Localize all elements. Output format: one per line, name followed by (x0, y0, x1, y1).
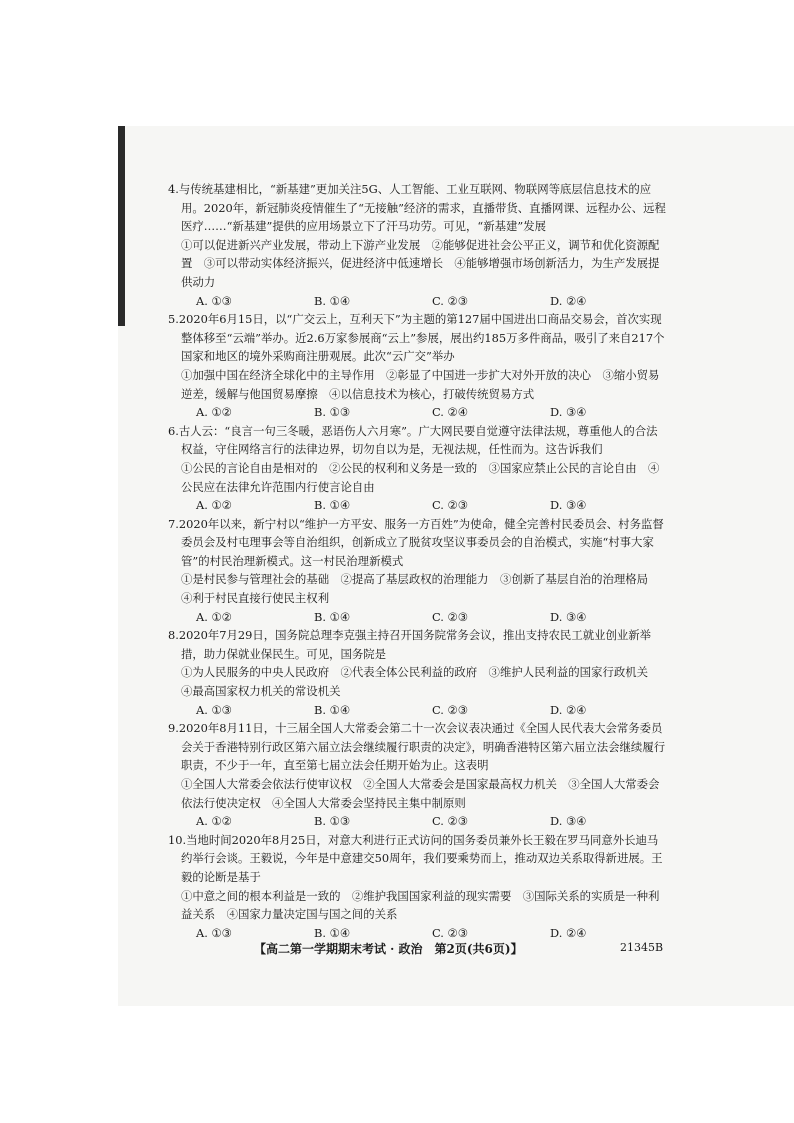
choice-b: B. ①④ (314, 925, 351, 940)
question-stem: 6.古人云：“良言一句三冬暖，恶语伤人六月寒”。广大网民要自觉遵守法律法规，尊重他人的合法权益，守住网络言行的法律边界，切勿自以为是，无视法规，任性而为。这告诉我们 (168, 423, 658, 457)
choice-a: A. ①② (196, 814, 232, 829)
choice-a: A. ①② (196, 609, 232, 624)
question-stem: 10.当地时间2020年8月25日，对意大利进行正式访问的国务委员兼外长王毅在罗马同意外长迪马约举行会谈。王毅说，今年是中意建交50周年，我们要乘势而上，推动双边关系取得新进展。王毅的论断是基于 (168, 832, 663, 884)
question-stem: 7.2020年以来，新宁村以“维护一方平安、服务一方百姓”为使命，健全完善村民委员会、村务监督委员会及村屯理事会等自治组织，创新成立了脱贫攻坚议事委员会的自治模式，实施“村事大家管”的村民治理新模式。这一村民治理新模式 (168, 516, 664, 568)
answer-choices (168, 403, 668, 422)
choice-b: B. ①④ (314, 702, 351, 717)
answer-choices (168, 812, 668, 831)
choice-c: C. ②③ (432, 498, 468, 513)
choice-c: C. ②③ (432, 293, 468, 308)
choice-b: B. ①④ (314, 609, 351, 624)
choice-c: C. ②③ (432, 609, 468, 624)
question-list (168, 180, 668, 942)
choice-b: B. ①③ (314, 405, 351, 420)
choice-c: C. ②④ (432, 405, 468, 420)
question-statements: ①是村民参与管理社会的基础 ②提高了基层政权的治理能力 ③创新了基层自治的治理格局 ④利于村民直接行使民主权利 (181, 572, 660, 606)
question-stem: 8.2020年7月29日，国务院总理李克强主持召开国务院常务会议，推出支持农民工就业创业新举措，助力保就业保民生。可见，国务院是 (168, 628, 652, 661)
question-stem: 9.2020年8月11日，十三届全国人大常委会第二十一次会议表决通过《全国人民代表大会常务委员会关于香港特别行政区第六届立法会继续履行职责的决定》，明确香港特区第六届立法会继续履行职责，不少于一年，直至第七届立法会任期开始为止。这表明 (168, 721, 666, 773)
choice-b: B. ①④ (314, 498, 351, 513)
answer-choices (168, 496, 668, 515)
choice-b: B. ①③ (314, 814, 351, 829)
choice-c: C. ②③ (432, 702, 468, 717)
question-6 (168, 422, 668, 515)
question-5 (168, 310, 668, 422)
choice-d: D. ②④ (550, 293, 587, 308)
choice-a: A. ①③ (196, 702, 232, 717)
question-statements: ①为人民服务的中央人民政府 ②代表全体公民利益的政府 ③维护人民利益的国家行政机关 ④最高国家权力机关的常设机关 (181, 665, 660, 699)
choice-d: D. ③④ (550, 405, 587, 420)
choice-d: D. ③④ (550, 498, 587, 513)
question-statements: ①可以促进新兴产业发展，带动上下游产业发展 ②能够促进社会公平正义，调节和优化资源配置 ③可以带动实体经济振兴，促进经济中低速增长 ④能够增强市场创新活力，为生产发展提供动力 (181, 237, 660, 289)
choice-d: D. ②④ (550, 702, 587, 717)
question-8 (168, 626, 668, 719)
choice-c: C. ②③ (432, 925, 468, 940)
question-stem: 4.与传统基建相比，“新基建”更加关注5G、人工智能、工业互联网、物联网等底层信息技术的应用。2020年，新冠肺炎疫情催生了“无接触”经济的需求，直播带货、直播网课、远程办公、远程医疗……“新基建”提供的应用场景立下了汗马功劳。可见，“新基建”发展 (168, 182, 666, 234)
exam-code: 21345B (620, 941, 664, 954)
scan-edge-shadow (118, 126, 125, 326)
choice-a: A. ①② (196, 405, 232, 420)
question-statements: ①加强中国在经济全球化中的主导作用 ②彰显了中国进一步扩大对外开放的决心 ③缩小贸易逆差，缓解与他国贸易摩擦 ④以信息技术为核心，打破传统贸易方式 (181, 367, 660, 401)
choice-d: D. ③④ (550, 814, 587, 829)
choice-d: D. ③④ (550, 609, 587, 624)
question-statements: ①全国人大常委会依法行使审议权 ②全国人大常委会是国家最高权力机关 ③全国人大常委会依法行使决定权 ④全国人大常委会坚持民主集中制原则 (181, 777, 660, 810)
answer-choices (168, 608, 668, 627)
choice-d: D. ②④ (550, 925, 587, 940)
question-10 (168, 831, 668, 943)
answer-choices (168, 701, 668, 720)
choice-b: B. ①④ (314, 293, 351, 308)
choice-c: C. ②③ (432, 814, 468, 829)
question-statements: ①公民的言论自由是相对的 ②公民的权利和义务是一致的 ③国家应禁止公民的言论自由 ④公民应在法律允许范围内行使言论自由 (181, 460, 660, 494)
choice-a: A. ①③ (196, 293, 232, 308)
question-9 (168, 719, 668, 831)
page-footer: 【高二第一学期期末考试 · 政治 第2页(共6页)】 (254, 942, 523, 956)
answer-choices (168, 292, 668, 311)
question-7 (168, 515, 668, 627)
question-statements: ①中意之间的根本利益是一致的 ②维护我国国家利益的现实需要 ③国际关系的实质是一种利益关系 ④国家力量决定国与国之间的关系 (181, 888, 660, 922)
question-stem: 5.2020年6月15日，以“广交云上，互利天下”为主题的第127届中国进出口商品交易会，首次实现整体移至“云端”举办。近2.6万家参展商“云上”参展，展出约185万多件商品，吸引了来自217个国家和地区的境外采购商注册观展。此次“云广交”举办 (168, 312, 665, 364)
choice-a: A. ①② (196, 498, 232, 513)
question-4 (168, 180, 668, 310)
choice-a: A. ①③ (196, 925, 232, 940)
